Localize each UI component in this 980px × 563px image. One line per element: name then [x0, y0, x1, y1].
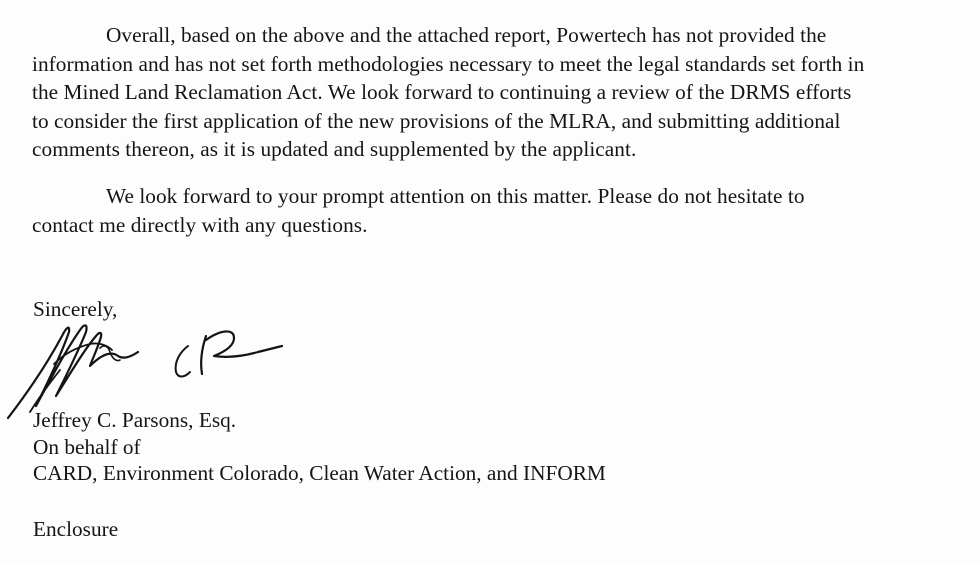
paragraph-1-line-5: comments thereon, as it is updated and supplemented by the applicant.	[32, 137, 637, 161]
paragraph-1-line-3: the Mined Land Reclamation Act. We look forward to continuing a review of the DRMS efforts	[32, 80, 852, 104]
on-behalf-of: On behalf of	[33, 435, 141, 459]
body-paragraph-2	[32, 182, 962, 239]
paragraph-2-line-1: We look forward to your prompt attention on this matter. Please do not hesitate to	[106, 184, 805, 208]
enclosure-note: Enclosure	[33, 517, 119, 541]
paragraph-2-line-2: contact me directly with any questions.	[32, 212, 368, 237]
paragraph-1-line-4: to consider the first application of the new provisions of the MLRA, and submitting additional	[32, 108, 841, 133]
represented-organizations: CARD, Environment Colorado, Clean Water Action, and INFORM	[33, 461, 606, 485]
signer-name: Jeffrey C. Parsons, Esq.	[33, 408, 237, 432]
paragraph-1-line-2: information and has not set forth methodologies necessary to meet the legal standards set forth in	[32, 51, 865, 76]
closing-salutation: Sincerely,	[33, 297, 118, 321]
paragraph-1-line-1: Overall, based on the above and the attached report, Powertech has not provided the	[106, 23, 827, 47]
body-paragraph-1	[32, 21, 962, 164]
